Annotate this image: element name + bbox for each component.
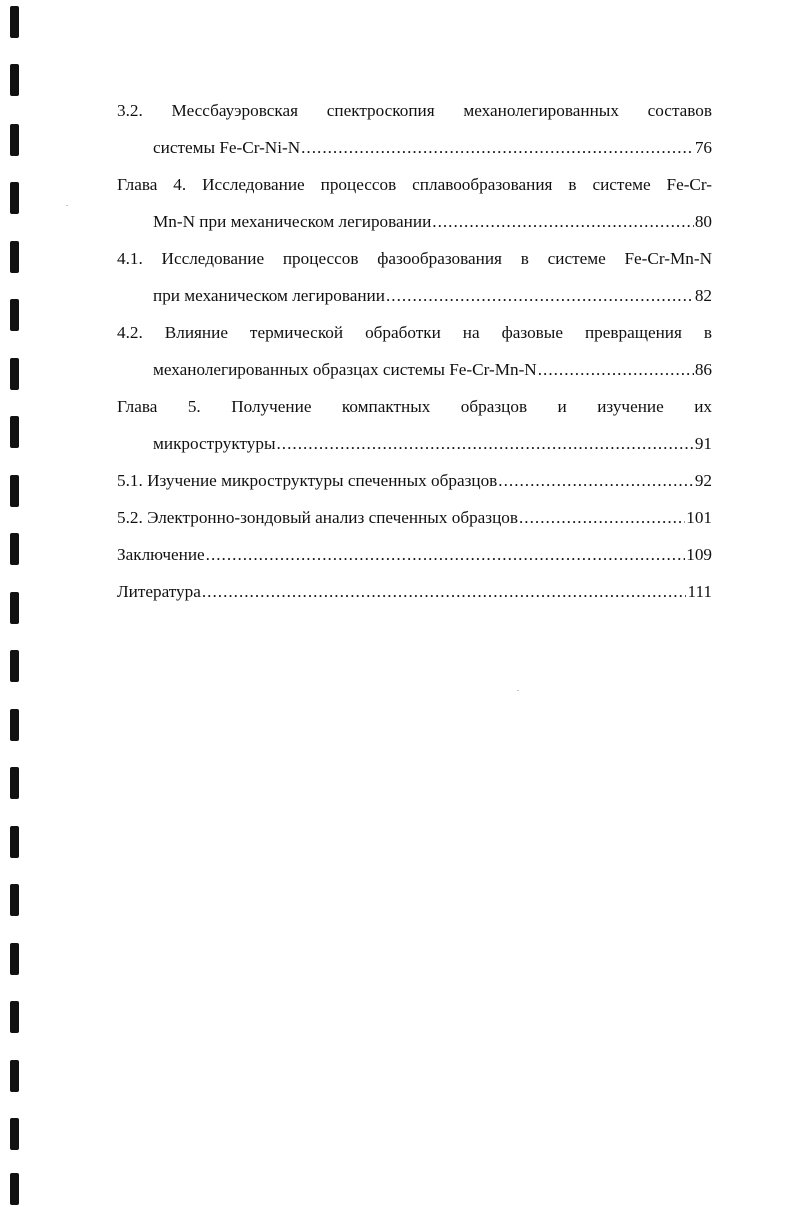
toc-entry-chapter-4-line-1: Глава 4. Исследование процессов сплавообразования в системе Fe-Cr-	[117, 175, 712, 194]
toc-entry-4-2-line-1: 4.2. Влияние термической обработки на фазовые превращения в	[117, 323, 712, 342]
binding-mark	[10, 533, 19, 565]
toc-entry-text: системы Fe-Cr-Ni-N	[153, 138, 301, 157]
toc-entry-3-2-line-1: 3.2. Мессбауэровская спектроскопия механолегированных составов	[117, 101, 712, 120]
toc-entry-chapter-5-line-2[interactable]	[117, 425, 712, 462]
dot-leader	[206, 536, 686, 573]
dot-leader	[202, 573, 687, 610]
binding-mark	[10, 826, 19, 858]
toc-entry-chapter-5-line-1: Глава 5. Получение компактных образцов и изучение их	[117, 397, 712, 416]
binding-mark	[10, 650, 19, 682]
binding-mark	[10, 64, 19, 96]
scan-speck	[66, 205, 68, 206]
binding-mark	[10, 943, 19, 975]
dot-leader	[538, 351, 694, 388]
table-of-contents	[117, 92, 712, 610]
toc-page-number: 76	[694, 138, 712, 157]
toc-entry-4-1-line-1: 4.1. Исследование процессов фазообразования в системе Fe-Cr-Mn-N	[117, 249, 712, 268]
toc-entry-text: Заключение	[117, 545, 205, 564]
toc-entry-conclusion[interactable]	[117, 536, 712, 573]
dot-leader	[498, 462, 694, 499]
toc-entry-4-2-line-2[interactable]	[117, 351, 712, 388]
binding-mark	[10, 709, 19, 741]
binding-holes-strip	[10, 0, 22, 1207]
binding-mark	[10, 1173, 19, 1205]
toc-page-number: 86	[694, 360, 712, 379]
toc-page-number: 109	[686, 545, 712, 564]
binding-mark	[10, 6, 19, 38]
dot-leader	[432, 203, 694, 240]
toc-entry-text: механолегированных образцах системы Fe-Cr-Mn-N	[153, 360, 537, 379]
dot-leader	[277, 425, 694, 462]
binding-mark	[10, 124, 19, 156]
binding-mark	[10, 1001, 19, 1033]
toc-entry-text: при механическом легировании	[153, 286, 385, 305]
toc-entry-5-1[interactable]	[117, 462, 712, 499]
toc-page-number: 82	[694, 286, 712, 305]
toc-entry-references[interactable]	[117, 573, 712, 610]
dot-leader	[301, 129, 694, 166]
toc-page-number: 92	[694, 471, 712, 490]
toc-entry-text: микроструктуры	[153, 434, 276, 453]
toc-page-number: 91	[694, 434, 712, 453]
toc-entry-chapter-4-line-2[interactable]	[117, 203, 712, 240]
toc-page-number: 111	[687, 582, 712, 601]
toc-entry-3-2-line-2[interactable]	[117, 129, 712, 166]
dot-leader	[386, 277, 694, 314]
toc-page-number: 101	[686, 508, 712, 527]
toc-entry-4-1-line-2[interactable]	[117, 277, 712, 314]
dot-leader	[519, 499, 685, 536]
binding-mark	[10, 241, 19, 273]
binding-mark	[10, 475, 19, 507]
toc-entry-text: Литература	[117, 582, 201, 601]
binding-mark	[10, 1118, 19, 1150]
toc-entry-text: 5.1. Изучение микроструктуры спеченных образцов	[117, 471, 498, 490]
binding-mark	[10, 182, 19, 214]
toc-entry-text: Mn-N при механическом легировании	[153, 212, 432, 231]
scan-speck	[517, 690, 519, 691]
binding-mark	[10, 592, 19, 624]
binding-mark	[10, 416, 19, 448]
binding-mark	[10, 358, 19, 390]
binding-mark	[10, 767, 19, 799]
toc-page-number: 80	[694, 212, 712, 231]
binding-mark	[10, 1060, 19, 1092]
binding-mark	[10, 299, 19, 331]
toc-entry-5-2[interactable]	[117, 499, 712, 536]
toc-entry-text: 5.2. Электронно-зондовый анализ спеченных образцов	[117, 508, 518, 527]
binding-mark	[10, 884, 19, 916]
